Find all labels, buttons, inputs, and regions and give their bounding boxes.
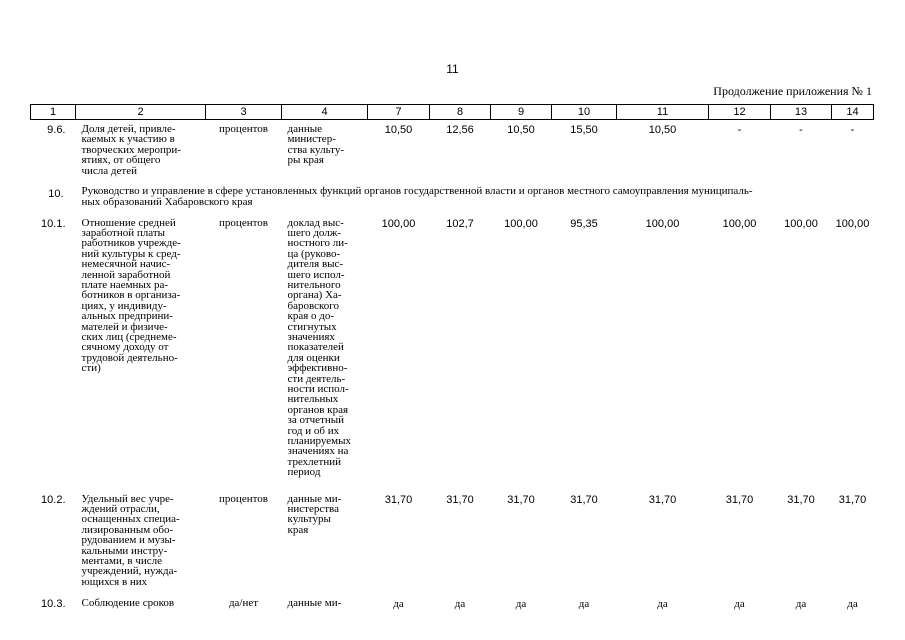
value-cell: да: [657, 597, 668, 610]
value-cell: -: [850, 124, 855, 136]
indicator-name: Доля детей, привле- каемых к участию в творческих меропри- ятиях, от общего числа детей: [81, 123, 181, 177]
data-source: доклад выс- шего долж- ностного ли- ца (руково- дителя выс- шего испол- нительного органа) Ха- баровского края о до- стигнутых значениях показателей для оценки эффективно- сти деятель- ности испол- нительных органов края за отчетный год и об их планируемых значениях на трехлетний период: [287, 216, 351, 479]
column-number: 14: [832, 105, 874, 120]
value-cell: 15,50: [570, 124, 598, 136]
column-number: 9: [491, 105, 552, 120]
section-id: 10.: [48, 187, 64, 200]
value-cell: 100,00: [645, 217, 680, 230]
value-cell: 31,70: [570, 493, 598, 506]
column-number-header-row: [31, 105, 874, 120]
row-id: 10.2.: [41, 493, 66, 506]
column-number: 1: [31, 105, 76, 120]
data-source: данные ми- нистерства культуры края: [287, 492, 342, 536]
value-cell: 31,70: [446, 493, 474, 506]
table-row: [31, 490, 874, 594]
value-cell: 31,70: [648, 493, 677, 506]
value-cell: да: [393, 597, 404, 610]
value-cell: 100,00: [835, 217, 870, 230]
value-cell: 100,00: [722, 217, 757, 230]
column-number: 7: [368, 105, 430, 120]
data-source: данные ми-: [287, 596, 342, 609]
value-cell: 31,70: [384, 493, 413, 506]
value-cell: 100,00: [381, 217, 416, 230]
indicator-name: Отношение средней заработной платы работников учрежде- ний культуры к сред- немесячной начис- ленной заработной плате наемных ра- ботников в организа- циях, у индивиду- альных предприни- мателей и физиче- ских лиц (среднеме- сячному доходу от трудовой деятельно- сти): [81, 216, 181, 375]
column-number: 10: [552, 105, 617, 120]
unit-of-measure: процентов: [219, 216, 268, 229]
value-cell: -: [799, 124, 803, 136]
value-cell: 10,50: [384, 124, 413, 136]
appendix-continuation-note: Продолжение приложения № 1: [713, 84, 872, 98]
column-number: 12: [709, 105, 771, 120]
data-source: данные министер- ства культу- ры края: [287, 123, 344, 167]
row-id: 10.3.: [41, 597, 66, 610]
value-cell: 10,50: [507, 124, 535, 136]
value-cell: 100,00: [504, 217, 538, 230]
value-cell: 31,70: [507, 493, 535, 506]
column-number: 4: [282, 105, 368, 120]
value-cell: да: [795, 597, 807, 610]
unit-of-measure: да/нет: [228, 596, 259, 609]
row-id: 9.6.: [47, 124, 66, 136]
value-cell: да: [454, 597, 466, 610]
value-cell: 12,56: [446, 124, 474, 136]
unit-of-measure: процентов: [219, 123, 268, 135]
value-cell: 10,50: [648, 124, 677, 136]
indicator-name: Удельный вес учре- ждений отрасли, оснащенных специа- лизированным обо- рудованием и музы- кальными инстру- ментами, в числе учреждений, нужда- ющихся в них: [81, 492, 180, 588]
column-number: 8: [430, 105, 491, 120]
table-row: [31, 594, 874, 616]
value-cell: да: [847, 597, 858, 610]
indicators-table: [30, 104, 874, 616]
column-number: 13: [771, 105, 832, 120]
indicator-name: Соблюдение сроков: [81, 596, 175, 609]
section-title: Руководство и управление в сфере установленных функций органов государственной власти и органов местного самоуправления муниципаль- ных образований Хабаровского края: [81, 184, 753, 208]
column-number: 3: [206, 105, 282, 120]
value-cell: 95,35: [570, 217, 598, 230]
table-row: [31, 120, 874, 182]
section-row: [31, 182, 874, 214]
value-cell: -: [737, 124, 742, 136]
value-cell: 100,00: [784, 217, 818, 230]
unit-of-measure: процентов: [219, 492, 268, 505]
value-cell: да: [515, 597, 527, 610]
page-number: 11: [446, 62, 459, 76]
value-cell: да: [578, 597, 590, 610]
table-row: [31, 214, 874, 490]
value-cell: 31,70: [838, 493, 867, 506]
value-cell: 102,7: [446, 217, 474, 230]
row-id: 10.1.: [41, 217, 66, 230]
column-number: 2: [76, 105, 206, 120]
value-cell: да: [734, 597, 745, 610]
value-cell: 31,70: [787, 493, 815, 506]
column-number: 11: [617, 105, 709, 120]
value-cell: 31,70: [725, 493, 754, 506]
